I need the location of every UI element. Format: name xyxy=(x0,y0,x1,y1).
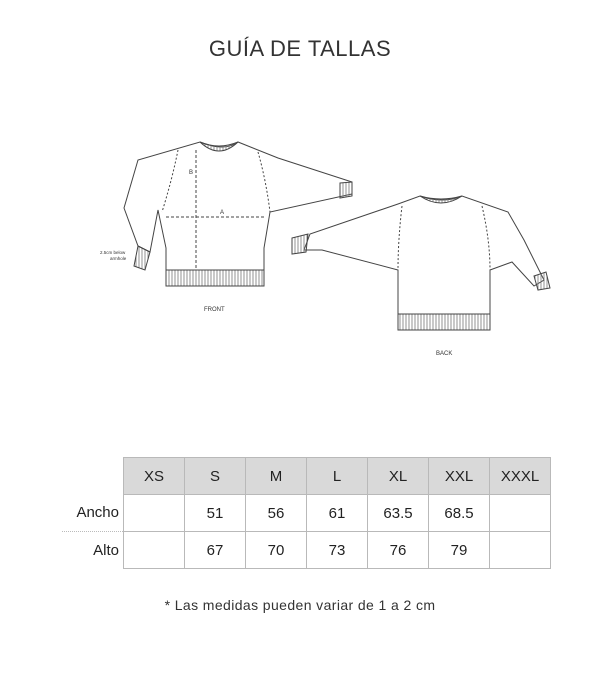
back-left-cuff xyxy=(292,234,308,254)
size-xs: XS xyxy=(124,458,185,495)
table-cell: 79 xyxy=(429,532,490,569)
size-m: M xyxy=(246,458,307,495)
page-title: GUÍA DE TALLAS xyxy=(208,36,392,61)
header-corner xyxy=(62,458,124,495)
size-xl: XL xyxy=(368,458,429,495)
measure-a-label: A xyxy=(220,210,225,216)
measurement-note: * Las medidas pueden variar de 1 a 2 cm xyxy=(164,597,436,613)
table-cell: 61 xyxy=(307,495,368,532)
front-waistband xyxy=(166,270,264,286)
armhole-note-line2: armhole xyxy=(110,256,127,261)
front-garment xyxy=(124,142,352,286)
front-label: FRONT xyxy=(204,307,225,313)
size-xxl: XXL xyxy=(429,458,490,495)
table-cell xyxy=(490,532,551,569)
measure-b-label: B xyxy=(189,170,194,176)
table-cell: 70 xyxy=(246,532,307,569)
table-cell: 51 xyxy=(185,495,246,532)
back-label: BACK xyxy=(436,351,453,357)
table-cell xyxy=(124,532,185,569)
back-right-cuff xyxy=(534,272,550,290)
armhole-note-line1: 2.5cm below xyxy=(100,250,126,255)
size-table xyxy=(62,457,551,569)
table-cell: 67 xyxy=(185,532,246,569)
table-cell: 73 xyxy=(307,532,368,569)
size-header-row xyxy=(62,458,551,495)
size-l: L xyxy=(307,458,368,495)
back-body-outline xyxy=(304,196,544,314)
row-label-ancho: Ancho xyxy=(62,495,124,532)
table-cell xyxy=(124,495,185,532)
table-cell: 68.5 xyxy=(429,495,490,532)
table-row-ancho xyxy=(62,495,551,532)
front-right-cuff xyxy=(340,182,352,198)
sweatshirt-diagram xyxy=(0,120,600,380)
front-body-outline xyxy=(124,142,352,270)
table-cell xyxy=(490,495,551,532)
table-cell: 63.5 xyxy=(368,495,429,532)
size-xxxl: XXXL xyxy=(490,458,551,495)
table-row-alto xyxy=(62,532,551,569)
table-cell: 76 xyxy=(368,532,429,569)
table-cell: 56 xyxy=(246,495,307,532)
back-garment xyxy=(292,196,550,330)
size-s: S xyxy=(185,458,246,495)
back-waistband xyxy=(398,314,490,330)
row-label-alto: Alto xyxy=(93,541,119,559)
